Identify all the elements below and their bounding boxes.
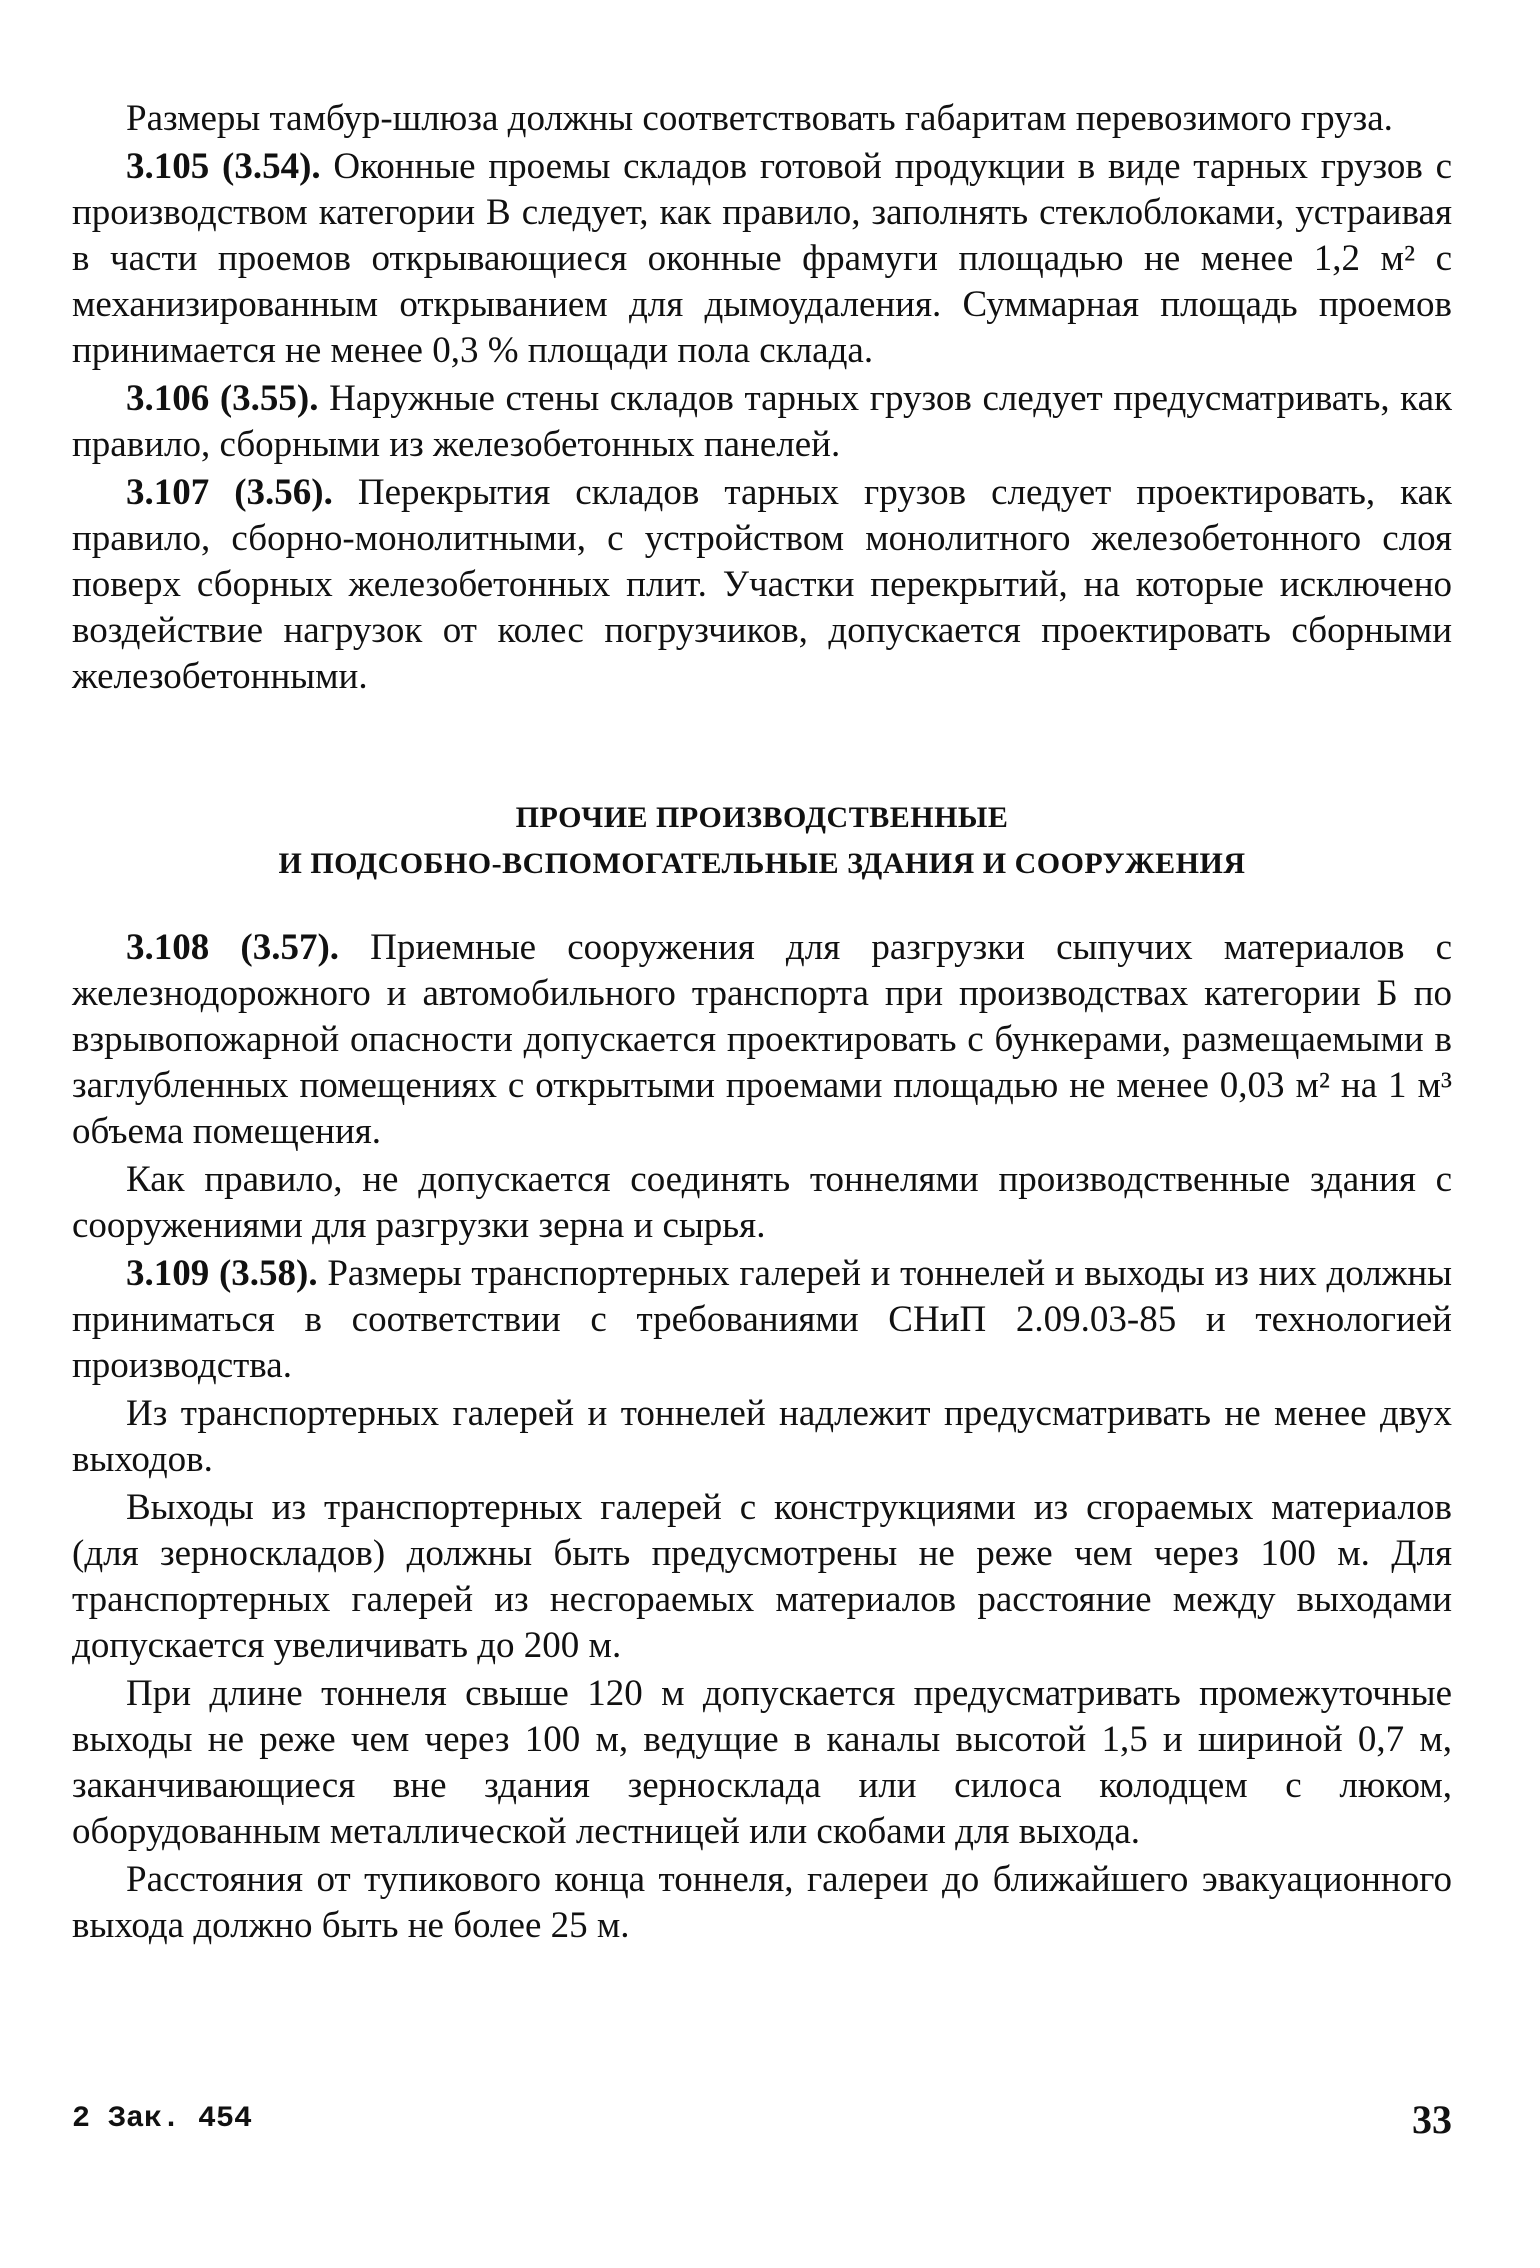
paragraph-tunnels-connection (72, 1157, 1452, 1249)
paragraph-text: Перекрытия складов тарных грузов следует проектировать, как правило, сборно-монолитными, с устройством монолитного железобетонного слоя поверх сборных железобетонных плит. Участки перекрытий, на которые исключено воздействие нагрузок от колес погрузчиков, допускается проектировать сборными железобетонными. (72, 472, 1452, 697)
section-heading (72, 795, 1452, 887)
paragraph-3-107 (72, 470, 1452, 700)
paragraph-text: Из транспортерных галерей и тоннелей надлежит предусматривать не менее двух выходов. (72, 1393, 1452, 1480)
paragraph-text: Расстояния от тупикового конца тоннеля, галереи до ближайшего эвакуационного выхода должно быть не более 25 м. (72, 1859, 1452, 1946)
section-heading-line-1: ПРОЧИЕ ПРОИЗВОДСТВЕННЫЕ (515, 801, 1009, 834)
paragraph-dead-end-distance (72, 1857, 1452, 1949)
paragraph-text: Приемные сооружения для разгрузки сыпучих материалов с железнодорожного и автомобильного транспорта при производствах категории Б по взрывопожарной опасности допускается проектировать с бункерами, размещаемыми в заглубленных помещениях с открытыми проемами площадью не менее 0,03 м² на 1 м³ объема помещения. (72, 927, 1452, 1152)
section-heading-line-2: И ПОДСОБНО-ВСПОМОГАТЕЛЬНЫЕ ЗДАНИЯ И СООРУЖЕНИЯ (278, 847, 1246, 880)
paragraph-text: Размеры тамбур-шлюза должны соответствовать габаритам перевозимого груза. (126, 98, 1393, 139)
page-footer (72, 2096, 1452, 2146)
paragraph-3-108 (72, 925, 1452, 1155)
paragraph-text: Размеры транспортерных галерей и тоннелей и выходы из них должны приниматься в соответствии с требованиями СНиП 2.09.03-85 и технологией производства. (72, 1253, 1452, 1386)
paragraph-intermediate-exits (72, 1671, 1452, 1855)
paragraph-3-106 (72, 376, 1452, 468)
paragraph-two-exits (72, 1391, 1452, 1483)
clause-number: 3.108 (3.57). (126, 927, 340, 968)
paragraph-text: Выходы из транспортерных галерей с конструкциями из сгораемых материалов (для зерноскладов) должны быть предусмотрены не реже чем через 100 м. Для транспортерных галерей из несгораемых материалов расстояние между выходами допускается увеличивать до 200 м. (72, 1487, 1452, 1666)
clause-number: 3.107 (3.56). (126, 472, 333, 513)
paragraph-text: При длине тоннеля свыше 120 м допускается предусматривать промежуточные выходы не реже чем через 100 м, ведущие в каналы высотой 1,5 и шириной 0,7 м, заканчивающиеся вне здания зерносклада или силоса колодцем с люком, оборудованным металлической лестницей или скобами для выхода. (72, 1673, 1452, 1852)
paragraph-3-105 (72, 144, 1452, 374)
order-number: 2 Зак. 454 (72, 2102, 253, 2136)
paragraph-exit-spacing (72, 1485, 1452, 1669)
paragraph-text: Оконные проемы складов готовой продукции в виде тарных грузов с производством категории В следует, как правило, заполнять стеклоблоками, устраивая в части проемов открывающиеся оконные фрамуги площадью не менее 1,2 м² с механизированным открыванием для дымоудаления. Суммарная площадь проемов принимается не менее 0,3 % площади пола склада. (72, 146, 1452, 371)
page-number: 33 (1412, 2097, 1452, 2142)
clause-number: 3.105 (3.54). (126, 146, 321, 187)
clause-number: 3.109 (3.58). (126, 1253, 318, 1294)
document-page (72, 96, 1452, 1949)
paragraph-text: Как правило, не допускается соединять тоннелями производственные здания с сооружениями для разгрузки зерна и сырья. (72, 1159, 1452, 1246)
clause-number: 3.106 (3.55). (126, 378, 319, 419)
paragraph-airlock-size (72, 96, 1452, 142)
paragraph-3-109 (72, 1251, 1452, 1389)
paragraph-text: Наружные стены складов тарных грузов следует предусматривать, как правило, сборными из железобетонных панелей. (72, 378, 1452, 465)
